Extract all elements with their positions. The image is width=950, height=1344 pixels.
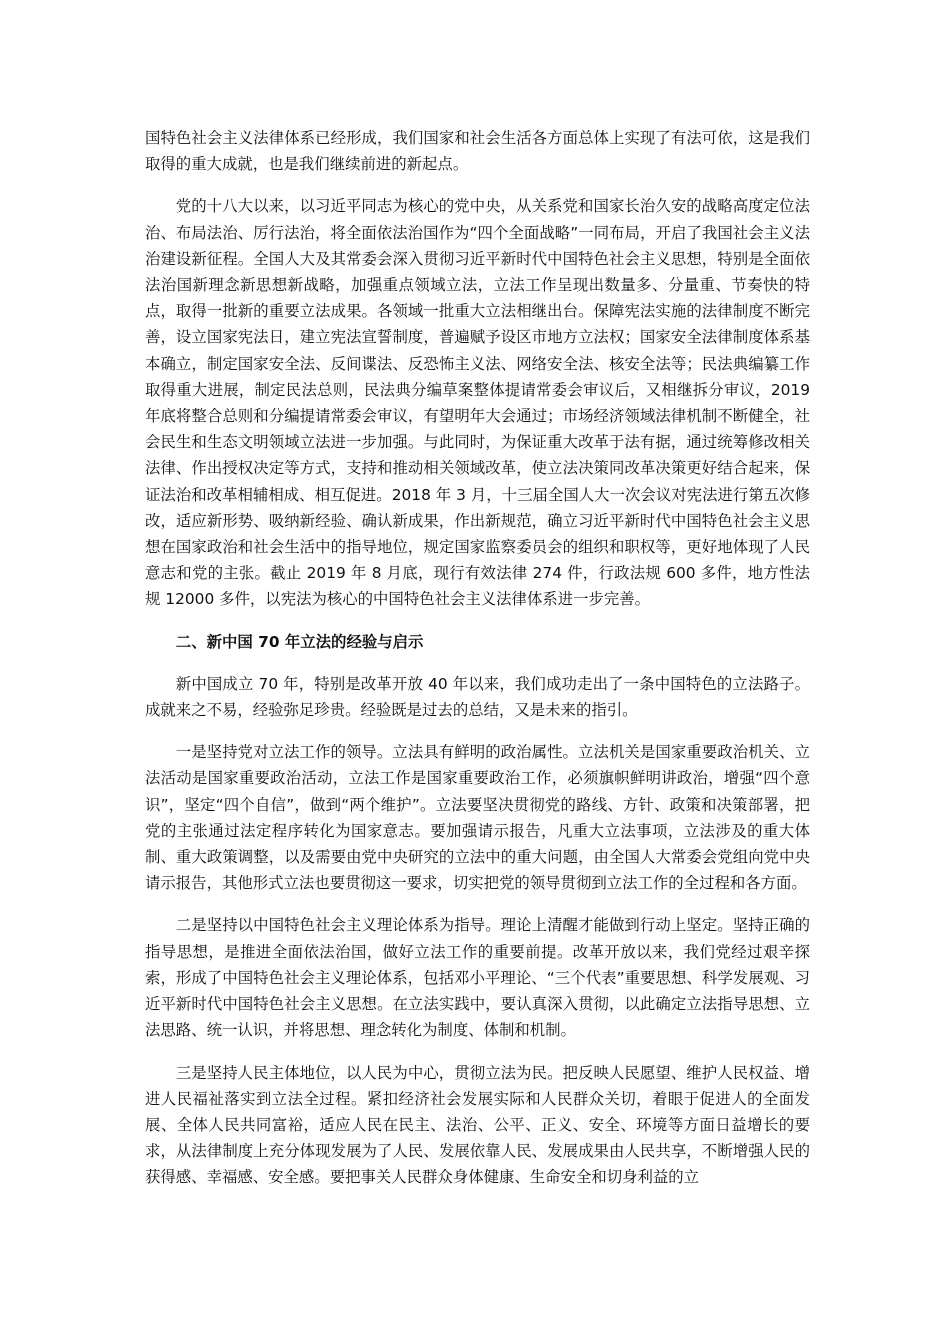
paragraph: 三是坚持人民主体地位，以人民为中心，贯彻立法为民。把反映人民愿望、维护人民权益、增进人民福祉落实到立法全过程。紧扣经济社会发展实际和人民群众关切，着眼于促进人的全面发展、全体人民共同富裕，适应人民在民主、法治、公平、正义、安全、环境等方面日益增长的要求，从法律制度上充分体现发展为了人民、发展依靠人民、发展成果由人民共享，不断增强人民的获得感、幸福感、安全感。要把事关人民群众身体健康、生命安全和切身利益的立 xyxy=(145,1063,810,1187)
document-body xyxy=(145,125,810,1207)
section-heading: 二、新中国 70 年立法的经验与启示 xyxy=(175,632,424,651)
paragraph: 党的十八大以来，以习近平同志为核心的党中央，从关系党和国家长治久安的战略高度定位法治、布局法治、厉行法治，将全面依法治国作为“四个全面战略”一同布局，开启了我国社会主义法治建设新征程。全国人大及其常委会深入贯彻习近平新时代中国特色社会主义思想，特别是全面依法治国新理念新思想新战略，加强重点领域立法，立法工作呈现出数量多、分量重、节奏快的特点，取得一批新的重要立法成果。各领域一批重大立法相继出台。保障宪法实施的法律制度不断完善，设立国家宪法日，建立宪法宣誓制度，普遍赋予设区市地方立法权；国家安全法律制度体系基本确立，制定国家安全法、反间谍法、反恐怖主义法、网络安全法、核安全法等；民法典编纂工作取得重大进展，制定民法总则，民法典分编草案整体提请常委会审议后，又相继拆分审议，2019年底将整合总则和分编提请常委会审议，有望明年大会通过；市场经济领域法律机制不断健全，社会民生和生态文明领域立法进一步加强。与此同时，为保证重大改革于法有据，通过统筹修改相关法律、作出授权决定等方式，支持和推动相关领域改革，使立法决策同改革决策更好结合起来，保证法治和改革相辅相成、相互促进。2018 年 3 月，十三届全国人大一次会议对宪法进行第五次修改，适应新形势、吸纳新经验、确认新成果，作出新规范，确立习近平新时代中国特色社会主义思想在国家政治和社会生活中的指导地位，规定国家监察委员会的组织和职权等，更好地体现了人民意志和党的主张。截止 2019 年 8 月底，现行有效法律 274 件，行政法规 600 多件，地方性法规 12000 多件，以宪法为核心的中国特色社会主义法律体系进一步完善。 xyxy=(145,197,810,609)
paragraph: 新中国成立 70 年，特别是改革开放 40 年以来，我们成功走出了一条中国特色的立法路子。成就来之不易，经验弥足珍贵。经验既是过去的总结，又是未来的指引。 xyxy=(145,674,810,720)
paragraph: 二是坚持以中国特色社会主义理论体系为指导。理论上清醒才能做到行动上坚定。坚持正确的指导思想，是推进全面依法治国，做好立法工作的重要前提。改革开放以来，我们党经过艰辛探索，形成了中国特色社会主义理论体系，包括邓小平理论、“三个代表”重要思想、科学发展观、习近平新时代中国特色社会主义思想。在立法实践中，要认真深入贯彻，以此确定立法指导思想、立法思路、统一认识，并将思想、理念转化为制度、体制和机制。 xyxy=(145,916,810,1040)
paragraph: 一是坚持党对立法工作的领导。立法具有鲜明的政治属性。立法机关是国家重要政治机关、立法活动是国家重要政治活动，立法工作是国家重要政治工作，必须旗帜鲜明讲政治，增强“四个意识”，坚定“四个自信”，做到“两个维护”。立法要坚决贯彻党的路线、方针、政策和决策部署，把党的主张通过法定程序转化为国家意志。要加强请示报告，凡重大立法事项，立法涉及的重大体制、重大政策调整，以及需要由党中央研究的立法中的重大问题，由全国人大常委会党组向党中央请示报告，其他形式立法也要贯彻这一要求，切实把党的领导贯彻到立法工作的全过程和各方面。 xyxy=(145,743,810,893)
paragraph: 国特色社会主义法律体系已经形成，我们国家和社会生活各方面总体上实现了有法可依，这是我们取得的重大成就，也是我们继续前进的新起点。 xyxy=(145,129,810,174)
